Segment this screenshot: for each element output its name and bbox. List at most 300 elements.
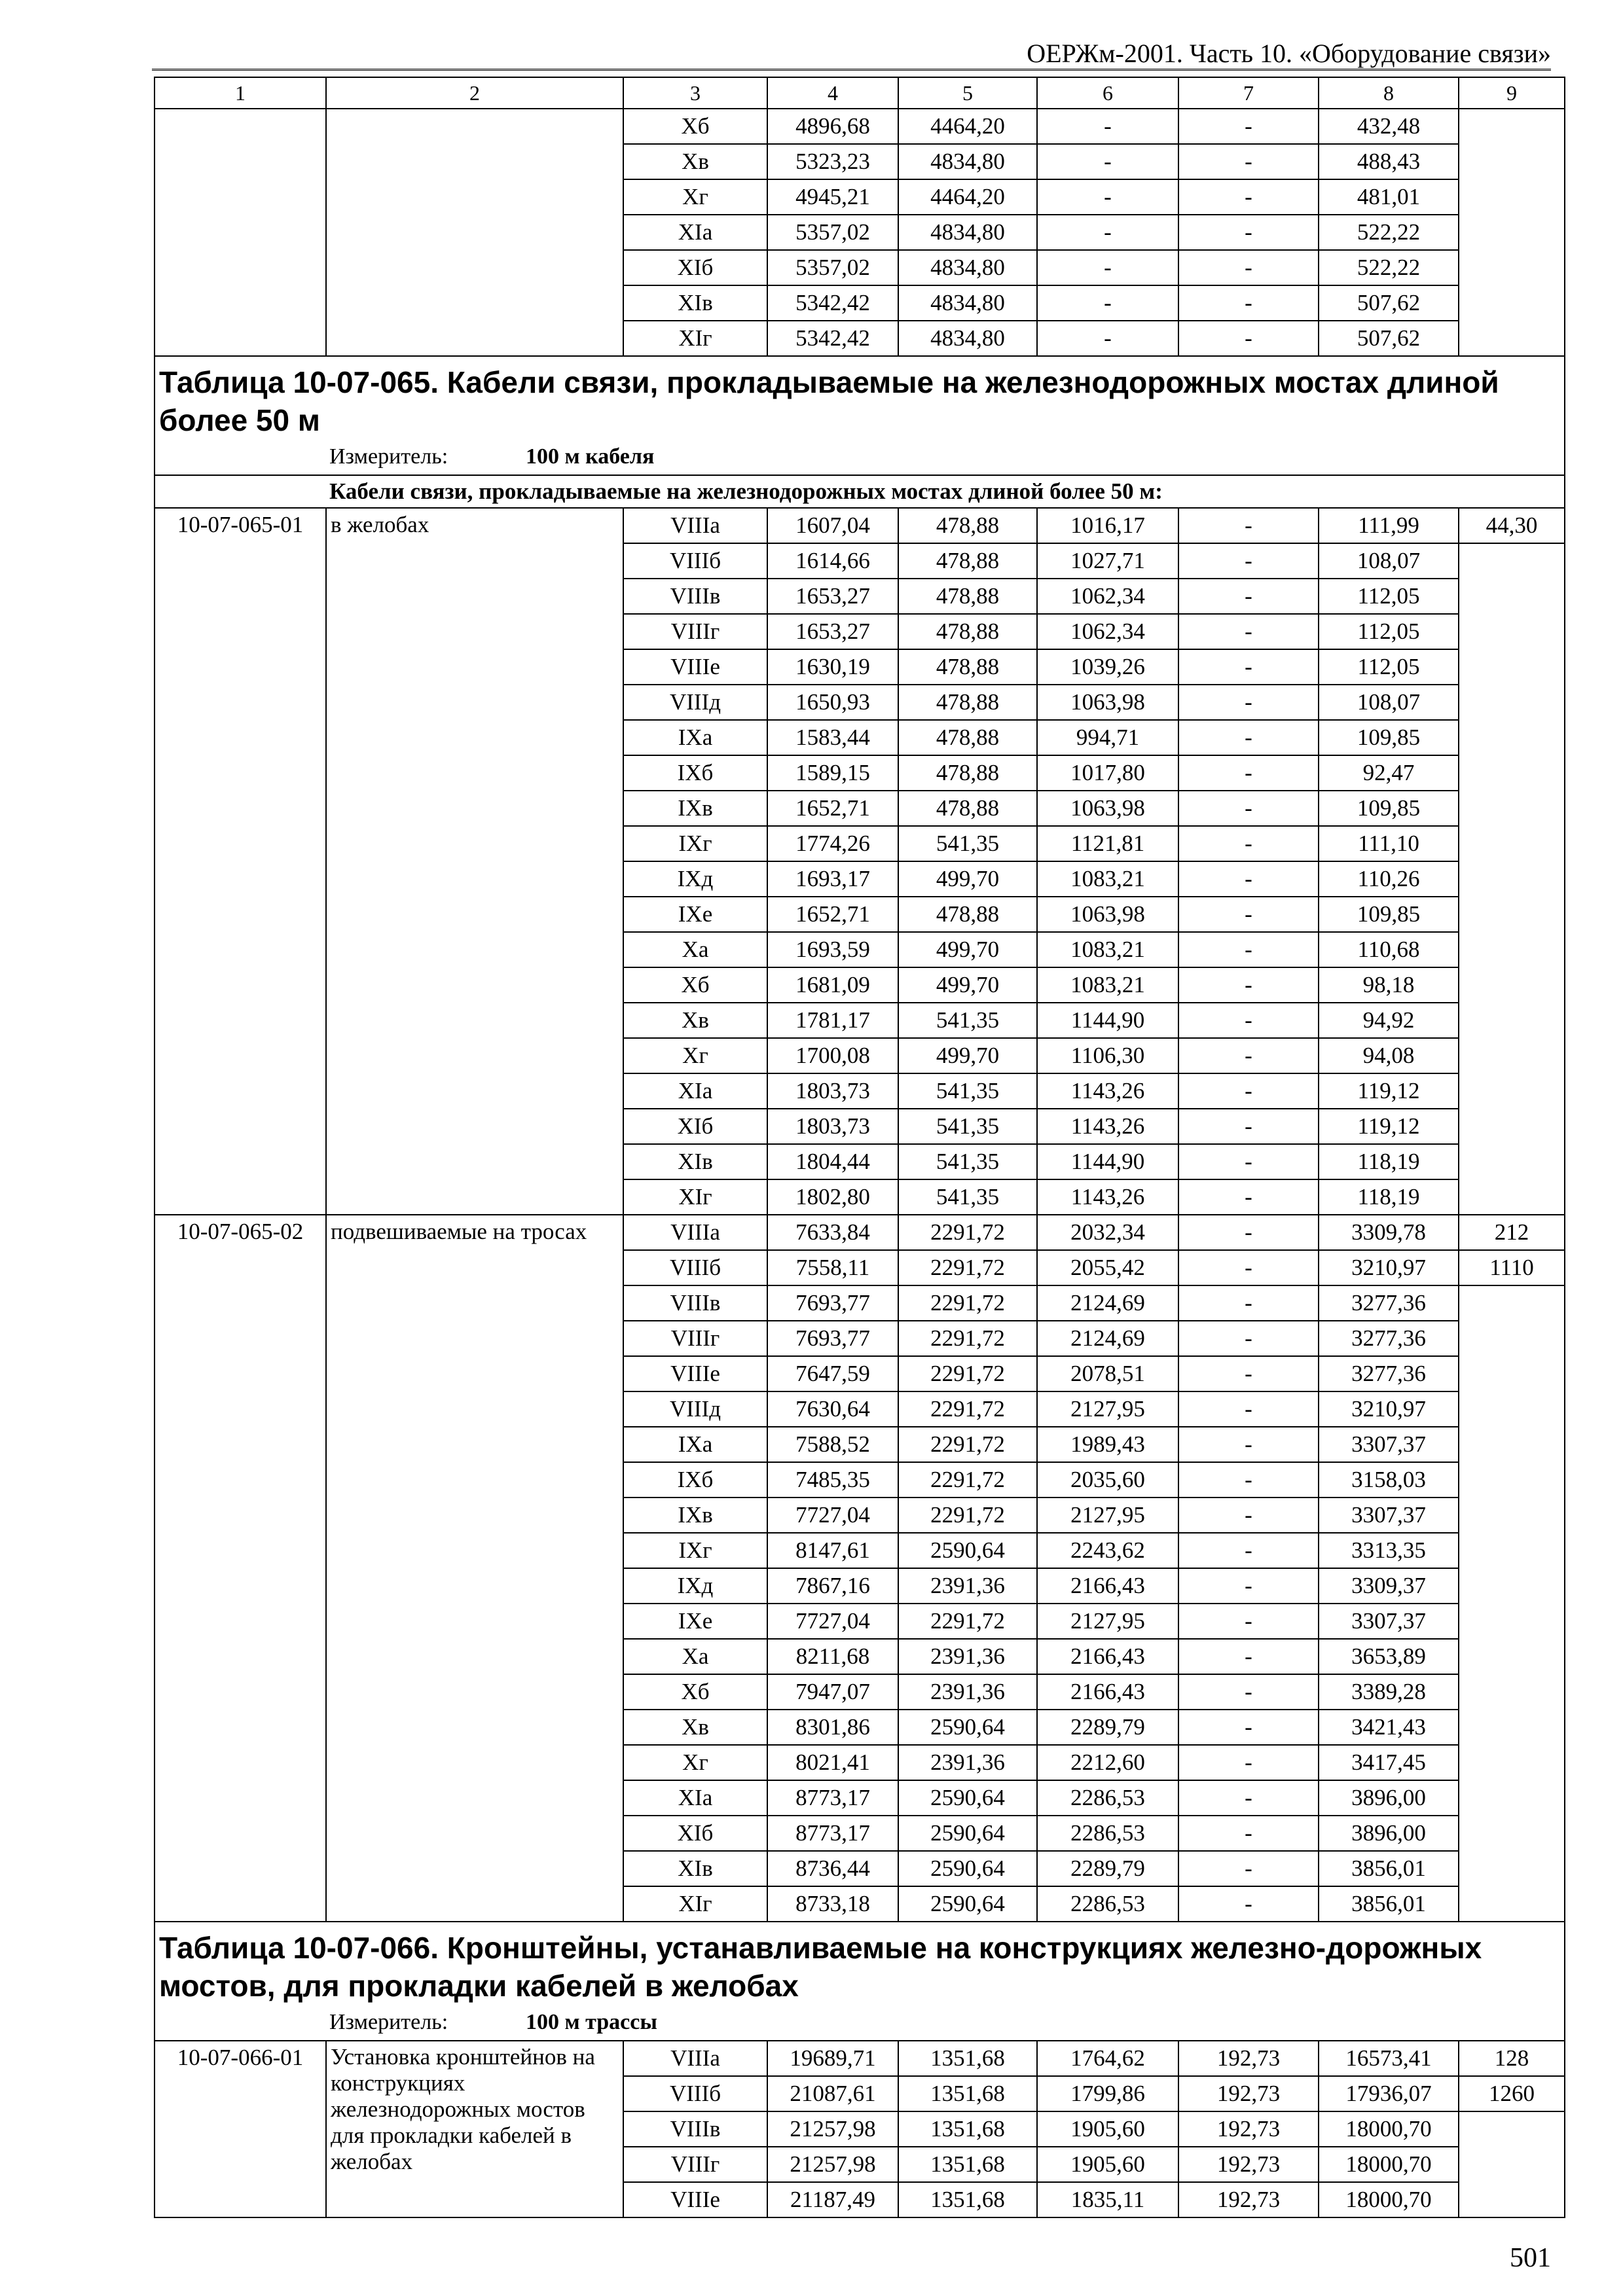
value-cell: 19689,71: [767, 2041, 898, 2076]
value-cell: 2291,72: [898, 1391, 1037, 1427]
measure-label: Измеритель:: [329, 2010, 448, 2034]
zone-cell: Xг: [623, 1745, 767, 1780]
table-title-cell: [155, 356, 1565, 475]
value-cell: 2035,60: [1037, 1462, 1178, 1498]
zone-cell: VIIIд: [623, 1391, 767, 1427]
item-code: 10-07-065-02: [155, 1215, 326, 1922]
value-cell: 18000,70: [1319, 2147, 1459, 2182]
value-cell: -: [1178, 932, 1319, 967]
value-cell: 1062,34: [1037, 579, 1178, 614]
value-cell: 2166,43: [1037, 1639, 1178, 1674]
value-cell: 5323,23: [767, 144, 898, 179]
value-cell: 4896,68: [767, 109, 898, 144]
value-cell: -: [1178, 1285, 1319, 1321]
value-cell: 1351,68: [898, 2076, 1037, 2111]
value-cell: -: [1178, 897, 1319, 932]
value-cell: 3277,36: [1319, 1356, 1459, 1391]
value-cell: 92,47: [1319, 755, 1459, 791]
zone-cell: VIIIе: [623, 649, 767, 685]
column-number: 4: [767, 77, 898, 109]
value-cell: 8211,68: [767, 1639, 898, 1674]
zone-cell: Xг: [623, 179, 767, 215]
value-cell: 98,18: [1319, 967, 1459, 1003]
value-cell: -: [1178, 1533, 1319, 1568]
zone-cell: Xб: [623, 109, 767, 144]
value-cell: -: [1178, 179, 1319, 215]
value-cell: 3896,00: [1319, 1780, 1459, 1816]
page-number: 501: [1510, 2243, 1551, 2273]
value-cell: 2166,43: [1037, 1674, 1178, 1710]
value-cell: -: [1178, 791, 1319, 826]
value-cell: 1583,44: [767, 720, 898, 755]
col9-cell: 1110: [1459, 1250, 1565, 1285]
value-cell: 478,88: [898, 897, 1037, 932]
value-cell: 1781,17: [767, 1003, 898, 1038]
value-cell: 2291,72: [898, 1604, 1037, 1639]
value-cell: 3210,97: [1319, 1250, 1459, 1285]
value-cell: -: [1178, 1462, 1319, 1498]
value-cell: 1016,17: [1037, 508, 1178, 543]
value-cell: 4464,20: [898, 109, 1037, 144]
value-cell: 2590,64: [898, 1816, 1037, 1851]
value-cell: 5357,02: [767, 250, 898, 285]
value-cell: 541,35: [898, 1003, 1037, 1038]
col9-cell: 1260: [1459, 2076, 1565, 2111]
zone-cell: IXб: [623, 1462, 767, 1498]
value-cell: -: [1178, 649, 1319, 685]
column-number: 9: [1459, 77, 1565, 109]
value-cell: -: [1178, 755, 1319, 791]
value-cell: 192,73: [1178, 2041, 1319, 2076]
col9-cell: 44,30: [1459, 508, 1565, 543]
value-cell: 2286,53: [1037, 1816, 1178, 1851]
value-cell: 5357,02: [767, 215, 898, 250]
value-cell: 1143,26: [1037, 1109, 1178, 1144]
zone-cell: XIг: [623, 1886, 767, 1922]
value-cell: 1653,27: [767, 579, 898, 614]
value-cell: 522,22: [1319, 215, 1459, 250]
table-title: Таблица 10-07-066. Кронштейны, устанавливаемые на конструкциях железно-дорожных мостов, для прокладки кабелей в желобах: [159, 1931, 1482, 2003]
zone-cell: VIIIв: [623, 2111, 767, 2147]
zone-cell: IXг: [623, 826, 767, 861]
column-number: 7: [1178, 77, 1319, 109]
value-cell: 192,73: [1178, 2147, 1319, 2182]
norms-table: [154, 77, 1565, 2218]
value-cell: -: [1178, 109, 1319, 144]
value-cell: 2291,72: [898, 1356, 1037, 1391]
value-cell: 4945,21: [767, 179, 898, 215]
zone-cell: XIв: [623, 285, 767, 321]
value-cell: 507,62: [1319, 285, 1459, 321]
value-cell: -: [1178, 1179, 1319, 1215]
value-cell: -: [1178, 1427, 1319, 1462]
value-cell: -: [1178, 1745, 1319, 1780]
value-cell: 8773,17: [767, 1780, 898, 1816]
value-cell: 4834,80: [898, 250, 1037, 285]
value-cell: 1650,93: [767, 685, 898, 720]
value-cell: -: [1178, 861, 1319, 897]
value-cell: -: [1178, 967, 1319, 1003]
value-cell: 7727,04: [767, 1604, 898, 1639]
col9-cell: [1459, 2111, 1565, 2217]
value-cell: -: [1037, 109, 1178, 144]
table-body: [155, 77, 1565, 2217]
value-cell: -: [1178, 1321, 1319, 1356]
value-cell: 7630,64: [767, 1391, 898, 1427]
value-cell: 108,07: [1319, 685, 1459, 720]
table-title-row: [155, 356, 1565, 475]
value-cell: 1589,15: [767, 755, 898, 791]
value-cell: 1062,34: [1037, 614, 1178, 649]
value-cell: 2291,72: [898, 1285, 1037, 1321]
value-cell: 1063,98: [1037, 685, 1178, 720]
value-cell: 119,12: [1319, 1073, 1459, 1109]
value-cell: 481,01: [1319, 179, 1459, 215]
measure-value: 100 м кабеля: [526, 444, 655, 469]
value-cell: 478,88: [898, 543, 1037, 579]
zone-cell: XIг: [623, 1179, 767, 1215]
zone-cell: IXв: [623, 1498, 767, 1533]
value-cell: -: [1178, 1568, 1319, 1604]
value-cell: 2291,72: [898, 1250, 1037, 1285]
value-cell: 111,10: [1319, 826, 1459, 861]
value-cell: 1652,71: [767, 897, 898, 932]
value-cell: 478,88: [898, 791, 1037, 826]
zone-cell: IXг: [623, 1533, 767, 1568]
measure-label: Измеритель:: [329, 444, 448, 469]
value-cell: 541,35: [898, 826, 1037, 861]
value-cell: 1652,71: [767, 791, 898, 826]
value-cell: -: [1178, 720, 1319, 755]
value-cell: 1083,21: [1037, 861, 1178, 897]
value-cell: -: [1178, 1710, 1319, 1745]
value-cell: 499,70: [898, 861, 1037, 897]
value-cell: 541,35: [898, 1073, 1037, 1109]
value-cell: 109,85: [1319, 897, 1459, 932]
value-cell: 3309,78: [1319, 1215, 1459, 1250]
zone-cell: XIб: [623, 1109, 767, 1144]
value-cell: -: [1178, 1144, 1319, 1179]
value-cell: 522,22: [1319, 250, 1459, 285]
value-cell: -: [1178, 579, 1319, 614]
value-cell: 111,99: [1319, 508, 1459, 543]
column-number: 1: [155, 77, 326, 109]
zone-cell: IXб: [623, 755, 767, 791]
value-cell: 478,88: [898, 755, 1037, 791]
value-cell: 21087,61: [767, 2076, 898, 2111]
zone-cell: Xв: [623, 1003, 767, 1038]
value-cell: 1144,90: [1037, 1144, 1178, 1179]
value-cell: 4834,80: [898, 215, 1037, 250]
column-number: 6: [1037, 77, 1178, 109]
value-cell: 478,88: [898, 579, 1037, 614]
value-cell: 8736,44: [767, 1851, 898, 1886]
value-cell: 2166,43: [1037, 1568, 1178, 1604]
value-cell: 1063,98: [1037, 791, 1178, 826]
value-cell: 108,07: [1319, 543, 1459, 579]
value-cell: 1351,68: [898, 2182, 1037, 2217]
value-cell: 109,85: [1319, 791, 1459, 826]
value-cell: -: [1178, 1780, 1319, 1816]
value-cell: -: [1178, 1816, 1319, 1851]
value-cell: 1803,73: [767, 1109, 898, 1144]
zone-cell: XIа: [623, 1780, 767, 1816]
item-code: [155, 109, 326, 356]
value-cell: 2291,72: [898, 1427, 1037, 1462]
value-cell: 7558,11: [767, 1250, 898, 1285]
zone-cell: VIIIе: [623, 1356, 767, 1391]
zone-cell: VIIIв: [623, 579, 767, 614]
zone-cell: Xб: [623, 967, 767, 1003]
value-cell: 7867,16: [767, 1568, 898, 1604]
col9-cell: [1459, 543, 1565, 1215]
value-cell: 478,88: [898, 685, 1037, 720]
value-cell: 3653,89: [1319, 1639, 1459, 1674]
value-cell: 1144,90: [1037, 1003, 1178, 1038]
value-cell: 4464,20: [898, 179, 1037, 215]
zone-cell: VIIIв: [623, 1285, 767, 1321]
value-cell: 7647,59: [767, 1356, 898, 1391]
value-cell: 7693,77: [767, 1285, 898, 1321]
zone-cell: IXв: [623, 791, 767, 826]
value-cell: 21257,98: [767, 2147, 898, 2182]
col9-cell: [1459, 1285, 1565, 1922]
value-cell: 2289,79: [1037, 1710, 1178, 1745]
value-cell: 21187,49: [767, 2182, 898, 2217]
col9-cell: 212: [1459, 1215, 1565, 1250]
value-cell: 1989,43: [1037, 1427, 1178, 1462]
value-cell: 7727,04: [767, 1498, 898, 1533]
value-cell: -: [1178, 250, 1319, 285]
value-cell: 1351,68: [898, 2111, 1037, 2147]
value-cell: 2055,42: [1037, 1250, 1178, 1285]
value-cell: -: [1178, 285, 1319, 321]
zone-cell: XIв: [623, 1144, 767, 1179]
value-cell: -: [1178, 1109, 1319, 1144]
value-cell: -: [1178, 1038, 1319, 1073]
value-cell: 2032,34: [1037, 1215, 1178, 1250]
value-cell: 2078,51: [1037, 1356, 1178, 1391]
subsection-row: [155, 475, 1565, 508]
value-cell: 1802,80: [767, 1179, 898, 1215]
value-cell: -: [1178, 826, 1319, 861]
zone-cell: XIб: [623, 250, 767, 285]
value-cell: 8733,18: [767, 1886, 898, 1922]
value-cell: 2391,36: [898, 1674, 1037, 1710]
value-cell: 2391,36: [898, 1639, 1037, 1674]
value-cell: 2124,69: [1037, 1321, 1178, 1356]
value-cell: -: [1178, 508, 1319, 543]
table-row: [155, 508, 1565, 543]
value-cell: 2127,95: [1037, 1604, 1178, 1639]
value-cell: 1803,73: [767, 1073, 898, 1109]
value-cell: 2124,69: [1037, 1285, 1178, 1321]
value-cell: 4834,80: [898, 285, 1037, 321]
running-header: ОЕРЖм-2001. Часть 10. «Оборудование связи»: [1027, 39, 1551, 68]
value-cell: -: [1178, 1886, 1319, 1922]
value-cell: 8301,86: [767, 1710, 898, 1745]
value-cell: 432,48: [1319, 109, 1459, 144]
value-cell: 8773,17: [767, 1816, 898, 1851]
value-cell: 1607,04: [767, 508, 898, 543]
value-cell: 1614,66: [767, 543, 898, 579]
value-cell: 499,70: [898, 1038, 1037, 1073]
item-name: подвешиваемые на тросах: [326, 1215, 623, 1922]
table-row: [155, 1215, 1565, 1250]
value-cell: 3856,01: [1319, 1851, 1459, 1886]
value-cell: 1630,19: [767, 649, 898, 685]
value-cell: 4834,80: [898, 144, 1037, 179]
value-cell: 499,70: [898, 967, 1037, 1003]
value-cell: 1143,26: [1037, 1179, 1178, 1215]
zone-cell: IXа: [623, 1427, 767, 1462]
value-cell: 1063,98: [1037, 897, 1178, 932]
zone-cell: IXд: [623, 1568, 767, 1604]
value-cell: 110,68: [1319, 932, 1459, 967]
value-cell: 119,12: [1319, 1109, 1459, 1144]
value-cell: 2286,53: [1037, 1886, 1178, 1922]
value-cell: -: [1178, 1639, 1319, 1674]
value-cell: 1121,81: [1037, 826, 1178, 861]
zone-cell: Xв: [623, 1710, 767, 1745]
value-cell: 1017,80: [1037, 755, 1178, 791]
value-cell: 478,88: [898, 720, 1037, 755]
value-cell: 2291,72: [898, 1321, 1037, 1356]
value-cell: 1693,17: [767, 861, 898, 897]
value-cell: 7633,84: [767, 1215, 898, 1250]
value-cell: 2289,79: [1037, 1851, 1178, 1886]
value-cell: 112,05: [1319, 614, 1459, 649]
value-cell: -: [1178, 1356, 1319, 1391]
value-cell: 3307,37: [1319, 1498, 1459, 1533]
value-cell: 8147,61: [767, 1533, 898, 1568]
value-cell: 499,70: [898, 932, 1037, 967]
value-cell: 5342,42: [767, 321, 898, 356]
value-cell: 118,19: [1319, 1144, 1459, 1179]
column-number-row: [155, 77, 1565, 109]
value-cell: 3421,43: [1319, 1710, 1459, 1745]
value-cell: 1799,86: [1037, 2076, 1178, 2111]
value-cell: 1693,59: [767, 932, 898, 967]
value-cell: -: [1178, 1498, 1319, 1533]
column-number: 3: [623, 77, 767, 109]
measure-line: [159, 442, 1560, 472]
zone-cell: VIIIа: [623, 2041, 767, 2076]
value-cell: 1027,71: [1037, 543, 1178, 579]
col9-cell: [1459, 109, 1565, 356]
subsection-heading: Кабели связи, прокладываемые на железнодорожных мостах длиной более 50 м:: [155, 475, 1565, 508]
value-cell: 2291,72: [898, 1462, 1037, 1498]
value-cell: 2590,64: [898, 1780, 1037, 1816]
zone-cell: XIв: [623, 1851, 767, 1886]
value-cell: -: [1178, 685, 1319, 720]
header-rule: [152, 69, 1551, 71]
zone-cell: VIIIг: [623, 1321, 767, 1356]
zone-cell: VIIIд: [623, 685, 767, 720]
zone-cell: VIIIб: [623, 1250, 767, 1285]
value-cell: 17936,07: [1319, 2076, 1459, 2111]
value-cell: 1653,27: [767, 614, 898, 649]
value-cell: 94,08: [1319, 1038, 1459, 1073]
value-cell: 2590,64: [898, 1886, 1037, 1922]
value-cell: 3896,00: [1319, 1816, 1459, 1851]
value-cell: 478,88: [898, 508, 1037, 543]
value-cell: 7693,77: [767, 1321, 898, 1356]
value-cell: 1083,21: [1037, 932, 1178, 967]
value-cell: 2391,36: [898, 1568, 1037, 1604]
value-cell: 21257,98: [767, 2111, 898, 2147]
value-cell: -: [1178, 614, 1319, 649]
value-cell: 2212,60: [1037, 1745, 1178, 1780]
value-cell: -: [1178, 215, 1319, 250]
value-cell: 1351,68: [898, 2041, 1037, 2076]
zone-cell: XIа: [623, 215, 767, 250]
value-cell: 112,05: [1319, 649, 1459, 685]
value-cell: -: [1178, 1215, 1319, 1250]
value-cell: 1835,11: [1037, 2182, 1178, 2217]
value-cell: 3307,37: [1319, 1604, 1459, 1639]
value-cell: 2127,95: [1037, 1391, 1178, 1427]
table-title-cell: [155, 1922, 1565, 2041]
value-cell: 1905,60: [1037, 2147, 1178, 2182]
zone-cell: XIг: [623, 321, 767, 356]
item-name: в желобах: [326, 508, 623, 1215]
value-cell: 541,35: [898, 1109, 1037, 1144]
item-code: 10-07-066-01: [155, 2041, 326, 2217]
value-cell: -: [1178, 1073, 1319, 1109]
value-cell: 3277,36: [1319, 1321, 1459, 1356]
value-cell: 3210,97: [1319, 1391, 1459, 1427]
value-cell: 94,92: [1319, 1003, 1459, 1038]
measure-line: [159, 2007, 1560, 2037]
value-cell: -: [1178, 1250, 1319, 1285]
value-cell: 8021,41: [767, 1745, 898, 1780]
value-cell: -: [1037, 179, 1178, 215]
zone-cell: IXд: [623, 861, 767, 897]
zone-cell: VIIIг: [623, 614, 767, 649]
value-cell: 3417,45: [1319, 1745, 1459, 1780]
value-cell: 994,71: [1037, 720, 1178, 755]
value-cell: 1681,09: [767, 967, 898, 1003]
value-cell: 109,85: [1319, 720, 1459, 755]
value-cell: 2291,72: [898, 1498, 1037, 1533]
value-cell: 2590,64: [898, 1710, 1037, 1745]
value-cell: 2291,72: [898, 1215, 1037, 1250]
zone-cell: VIIIб: [623, 543, 767, 579]
value-cell: 541,35: [898, 1144, 1037, 1179]
value-cell: 1700,08: [767, 1038, 898, 1073]
item-name: [326, 109, 623, 356]
value-cell: -: [1178, 1674, 1319, 1710]
table-row: [155, 2041, 1565, 2076]
value-cell: 110,26: [1319, 861, 1459, 897]
zone-cell: VIIIе: [623, 2182, 767, 2217]
value-cell: -: [1178, 144, 1319, 179]
column-number: 2: [326, 77, 623, 109]
zone-cell: XIб: [623, 1816, 767, 1851]
value-cell: 7947,07: [767, 1674, 898, 1710]
value-cell: 192,73: [1178, 2182, 1319, 2217]
zone-cell: Xа: [623, 932, 767, 967]
item-code: 10-07-065-01: [155, 508, 326, 1215]
value-cell: 488,43: [1319, 144, 1459, 179]
value-cell: 3856,01: [1319, 1886, 1459, 1922]
value-cell: 1804,44: [767, 1144, 898, 1179]
value-cell: 3277,36: [1319, 1285, 1459, 1321]
value-cell: 2127,95: [1037, 1498, 1178, 1533]
table-row: [155, 109, 1565, 144]
value-cell: 16573,41: [1319, 2041, 1459, 2076]
